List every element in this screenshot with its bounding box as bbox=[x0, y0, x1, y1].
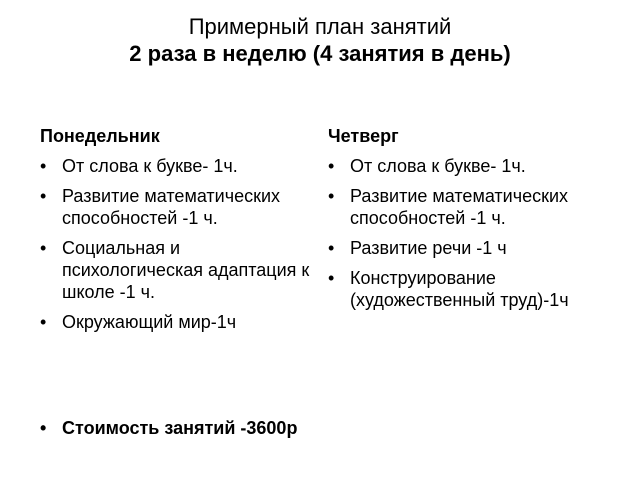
thursday-item bbox=[328, 237, 618, 259]
cost-text: Стоимость занятий -3600р bbox=[62, 418, 298, 438]
monday-item-text: Развитие математических способностей -1 ч. bbox=[62, 186, 281, 228]
bullet-icon: • bbox=[328, 186, 335, 206]
thursday-column bbox=[328, 125, 618, 319]
bullet-icon: • bbox=[40, 238, 47, 258]
thursday-item-text: Конструирование (художественный труд)-1ч bbox=[350, 268, 569, 310]
cost-block bbox=[40, 417, 325, 447]
monday-item bbox=[40, 155, 325, 177]
cost-item bbox=[40, 417, 325, 439]
monday-list bbox=[40, 155, 325, 333]
title-line-2: 2 раза в неделю (4 занятия в день) bbox=[129, 41, 511, 66]
thursday-list bbox=[328, 155, 618, 311]
thursday-item-text: От слова к букве- 1ч. bbox=[350, 156, 526, 176]
bullet-icon: • bbox=[40, 156, 47, 176]
monday-item bbox=[40, 311, 325, 333]
monday-column bbox=[40, 125, 325, 341]
bullet-icon: • bbox=[328, 268, 335, 288]
thursday-item bbox=[328, 155, 618, 177]
title-line-1: Примерный план занятий bbox=[188, 14, 452, 39]
monday-item-text: Социальная и психологическая адаптация к школе -1 ч. bbox=[62, 238, 310, 302]
thursday-item-text: Развитие речи -1 ч bbox=[350, 238, 507, 258]
monday-heading: Понедельник bbox=[40, 126, 160, 146]
bullet-icon: • bbox=[328, 238, 335, 258]
slide-title bbox=[0, 14, 640, 68]
monday-item-text: От слова к букве- 1ч. bbox=[62, 156, 238, 176]
thursday-item bbox=[328, 267, 618, 311]
thursday-item-text: Развитие математических способностей -1 ч. bbox=[350, 186, 569, 228]
monday-item bbox=[40, 185, 325, 229]
bullet-icon: • bbox=[328, 156, 335, 176]
bullet-icon: • bbox=[40, 312, 47, 332]
thursday-heading: Четверг bbox=[328, 126, 399, 146]
thursday-item bbox=[328, 185, 618, 229]
bullet-icon: • bbox=[40, 418, 47, 438]
monday-item-text: Окружающий мир-1ч bbox=[62, 312, 237, 332]
bullet-icon: • bbox=[40, 186, 47, 206]
monday-item bbox=[40, 237, 325, 303]
